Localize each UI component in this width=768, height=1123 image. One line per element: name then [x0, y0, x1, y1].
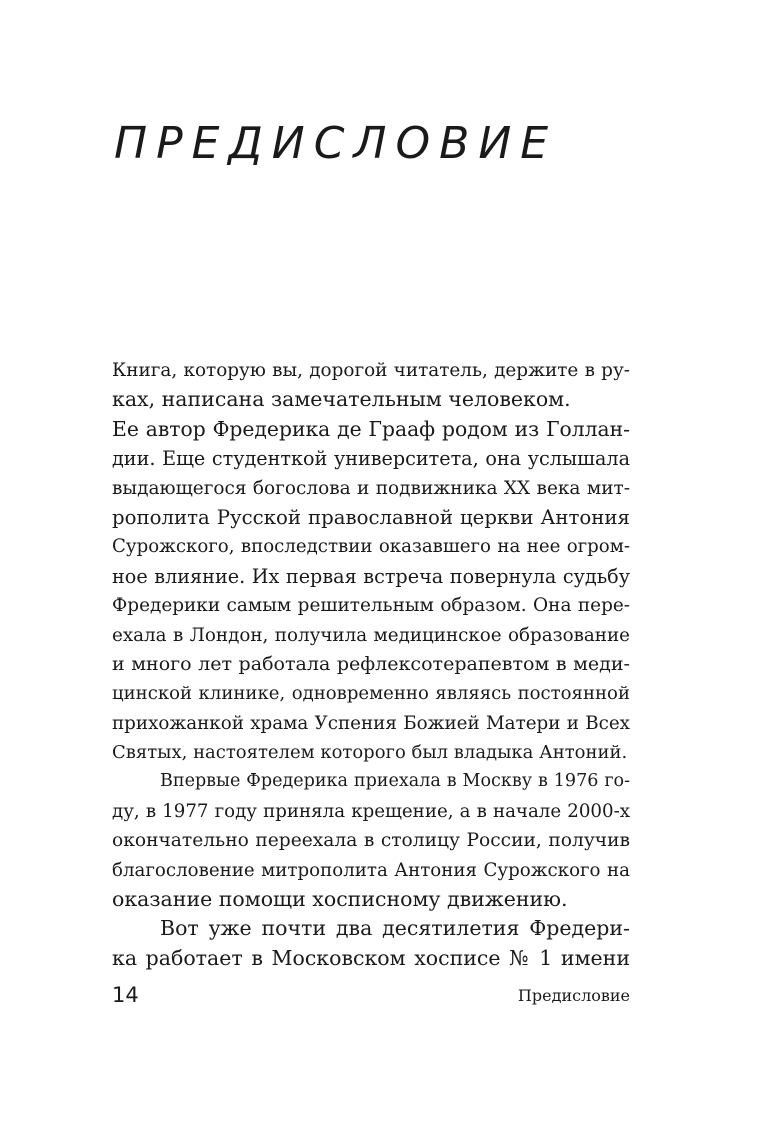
text-line: Впервые Фредерика приехала в Москву в 1976 го- — [160, 771, 630, 792]
text-line: и много лет работала рефлексотерапевтом в меди- — [112, 652, 630, 675]
text-line: рополита Русской православной церкви Антония — [112, 505, 630, 529]
paragraph — [112, 914, 630, 973]
text-line: Вот уже почти два десятилетия Фредери- — [160, 916, 630, 941]
text-line: ках, написана замечательным человеком. — [112, 387, 571, 412]
text-line: Фредерики самым решительным образом. Она пере- — [112, 595, 630, 617]
text-line: цинской клинике, одновременно являясь постоянной — [112, 683, 630, 705]
running-footer-title: Предисловие — [517, 986, 630, 1005]
text-line: окончательно переехала в столицу России, получив — [112, 830, 630, 852]
text-line: ное влияние. Их первая встреча повернула судьбу — [112, 564, 630, 588]
text-line: ду, в 1977 году приняла крещение, а в начале 2000-х — [112, 800, 630, 822]
page-number: 14 — [112, 983, 139, 1007]
text-line: оказание помощи хосписному движению. — [112, 887, 568, 912]
chapter-title: ПРЕДИСЛОВИЕ — [114, 118, 558, 169]
text-line: прихожанкой храма Успения Божией Матери и Всех — [112, 712, 630, 734]
text-line: выдающегося богослова и подвижника XX века мит- — [112, 477, 630, 499]
text-line: Ее автор Фредерика де Грааф родом из Голлан- — [112, 416, 630, 441]
body-text — [112, 356, 630, 973]
text-line: Книга, которую вы, дорогой читатель, держите в ру- — [112, 360, 630, 381]
text-line: благословение митрополита Антония Сурожского на — [112, 859, 630, 881]
text-line: ехала в Лондон, получила медицинское образование — [112, 624, 630, 646]
paragraph — [112, 767, 630, 914]
text-line: Святых, настоятелем которого был владыка Антоний. — [112, 742, 628, 764]
text-line: ка работает в Московском хосписе № 1 имени — [112, 945, 630, 970]
paragraph — [112, 356, 630, 767]
page-footer — [112, 980, 630, 1010]
text-line: Сурожского, впоследствии оказавшего на нее огром- — [112, 536, 630, 558]
text-line: дии. Еще студенткой университета, она услышала — [112, 447, 630, 471]
